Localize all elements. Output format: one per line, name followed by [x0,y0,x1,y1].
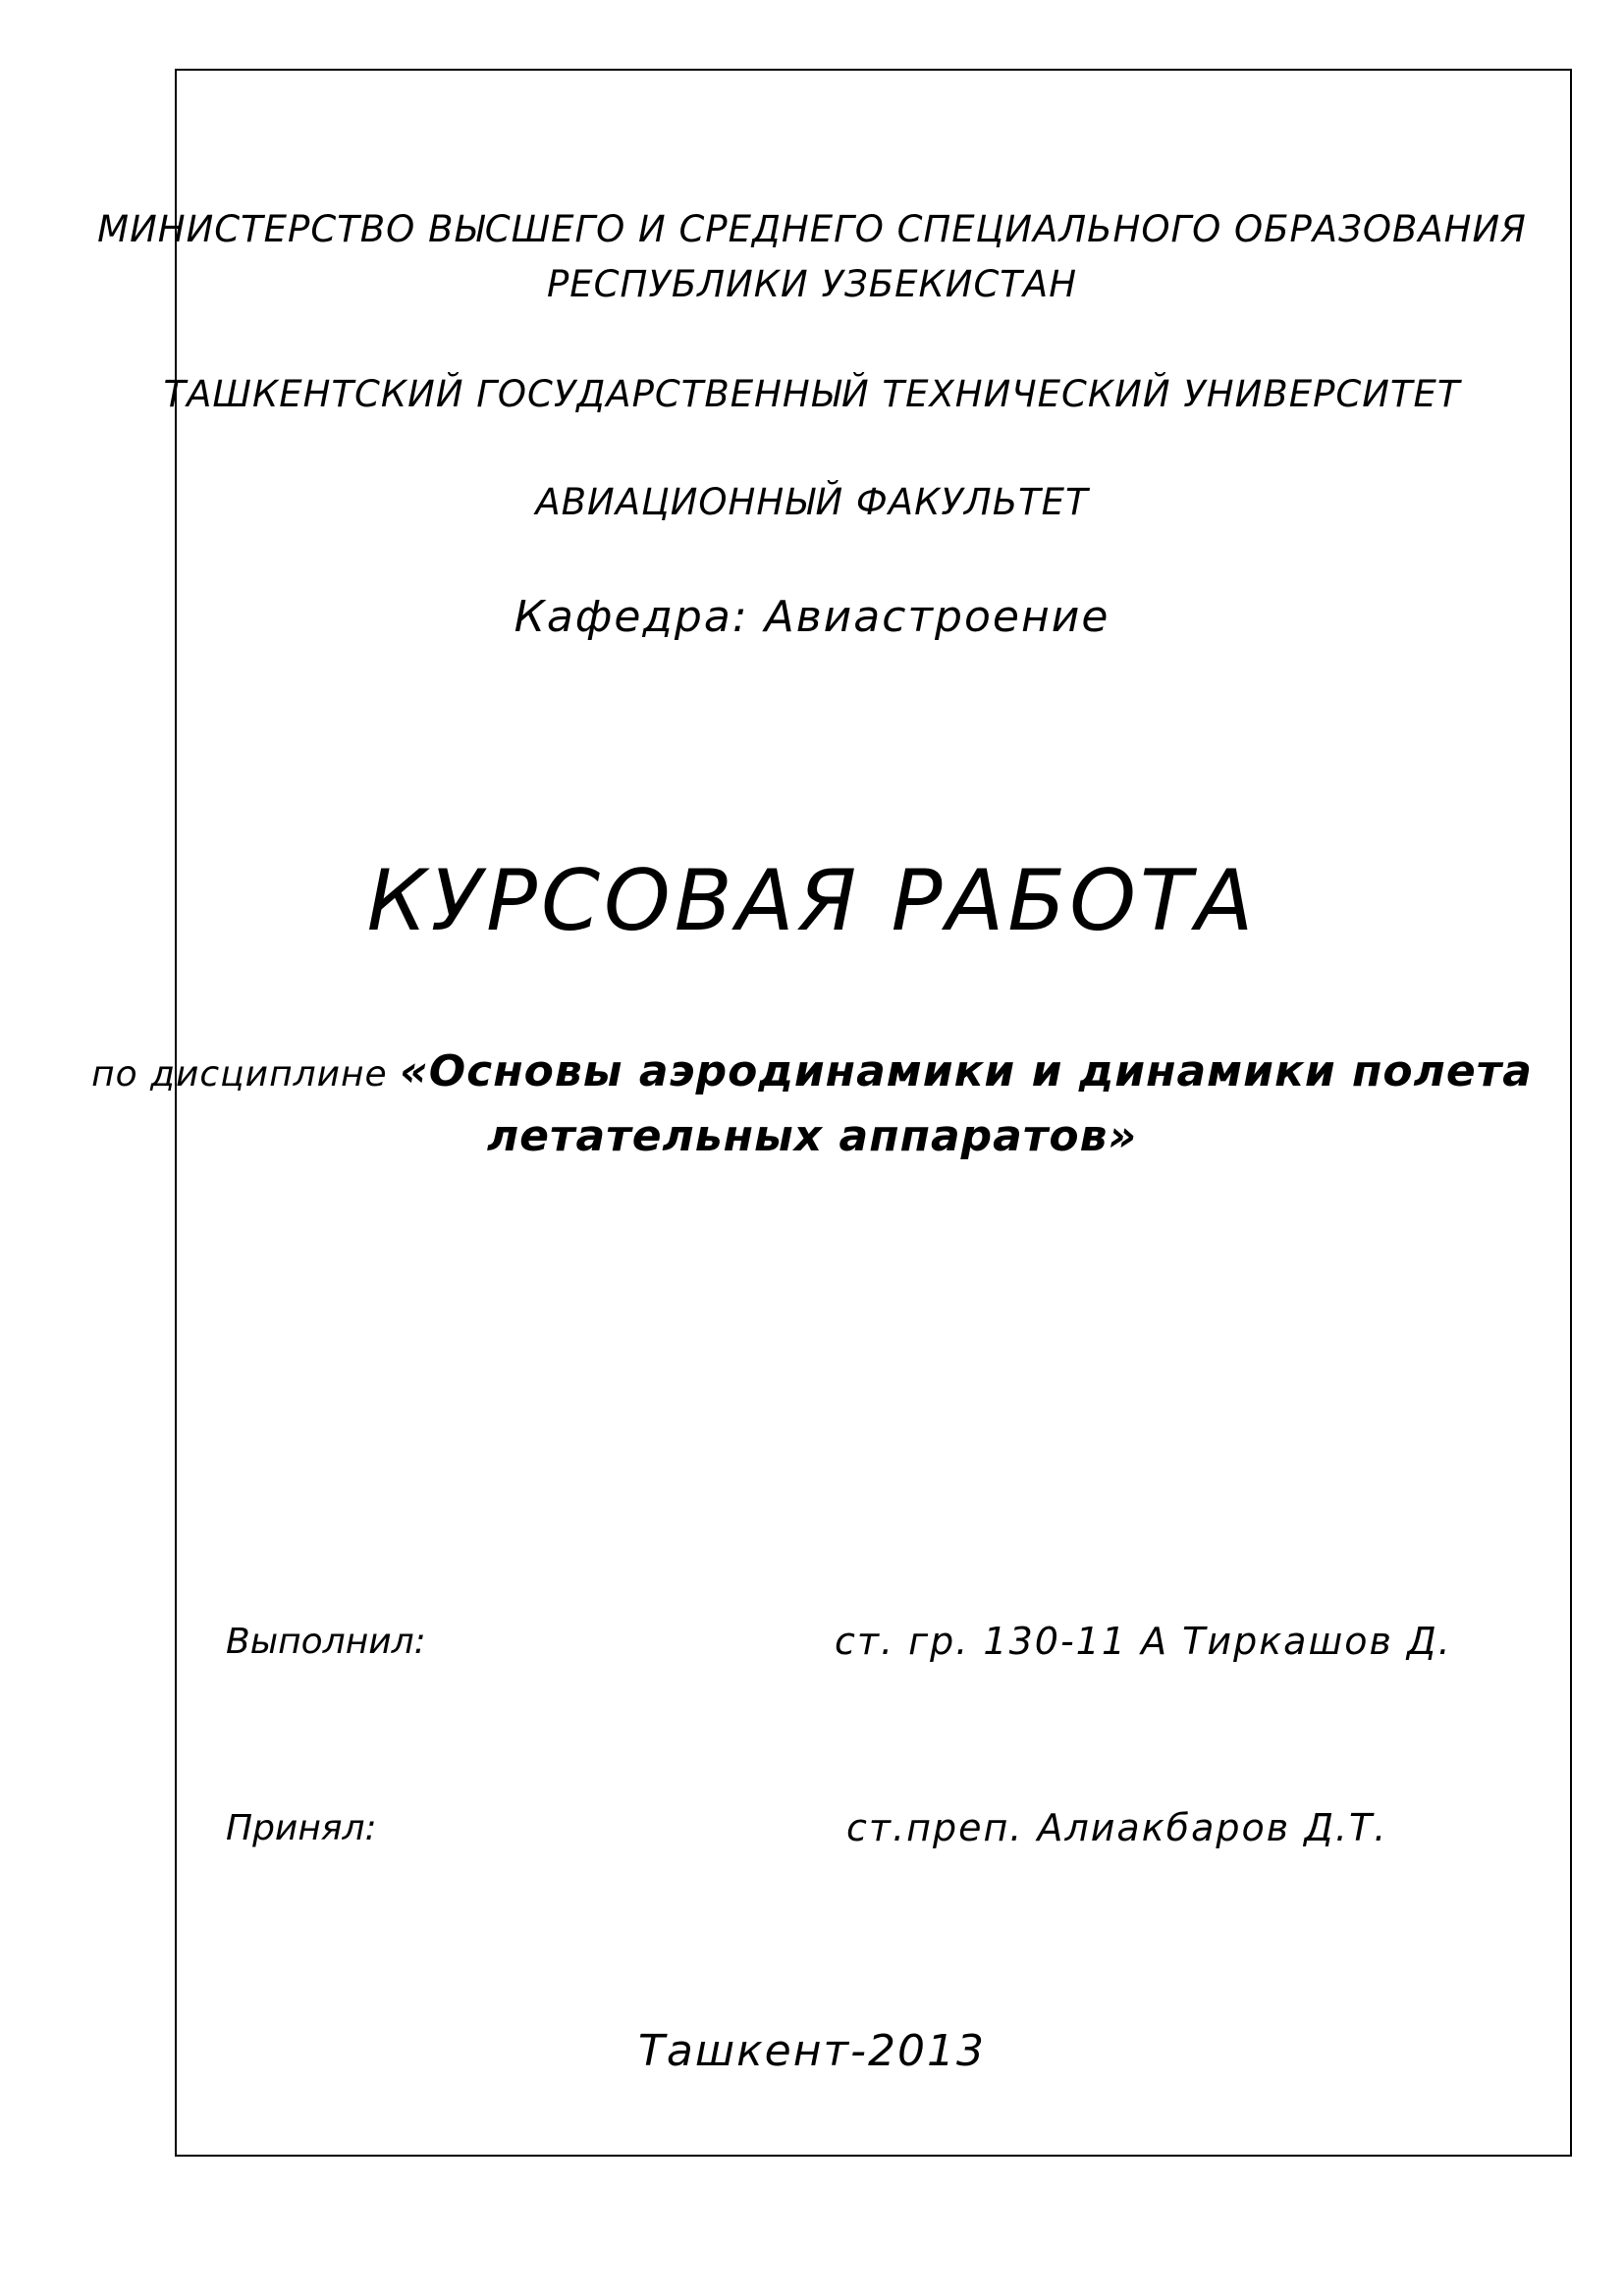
university-name: ТАШКЕНТСКИЙ ГОСУДАРСТВЕННЫЙ ТЕХНИЧЕСКИЙ УНИВЕРСИТЕТ [163,373,1461,415]
department-name: Кафедра: Авиастроение [514,592,1110,642]
discipline-line-1 [0,1046,1624,1096]
faculty-name: АВИАЦИОННЫЙ ФАКУЛЬТЕТ [535,481,1089,523]
performed-label: Выполнил: [226,1622,426,1662]
performed-value: ст. гр. 130-11 А Тиркашов Д. [835,1620,1452,1663]
discipline-name-part-2: летательных аппаратов» [486,1111,1138,1161]
discipline-prefix: по дисциплине [91,1054,401,1095]
ministry-line-2: РЕСПУБЛИКИ УЗБЕКИСТАН [546,263,1078,305]
ministry-line-1: МИНИСТЕРСТВО ВЫСШЕГО И СРЕДНЕГО СПЕЦИАЛЬНОГО ОБРАЗОВАНИЯ [97,208,1527,250]
accepted-label: Принял: [226,1808,377,1848]
discipline-name-part-1: «Основы аэродинамики и динамики полета [400,1046,1533,1096]
document-title: КУРСОВАЯ РАБОТА [366,852,1258,950]
accepted-value: ст.преп. Алиакбаров Д.Т. [846,1806,1388,1849]
city-year: Ташкент-2013 [638,2026,986,2076]
